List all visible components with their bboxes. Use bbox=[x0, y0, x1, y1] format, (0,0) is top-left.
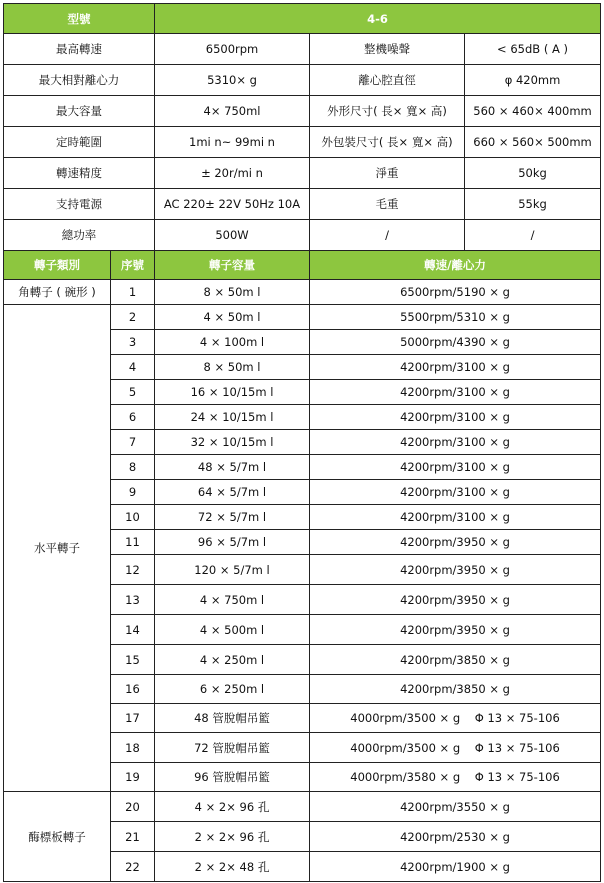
spec-label: 最高轉速 bbox=[4, 34, 155, 65]
spec-label: 支持電源 bbox=[4, 189, 155, 220]
rotor-speed: 4200rpm/3100 × g bbox=[310, 480, 601, 505]
rotor-capacity: 24 × 10/15m l bbox=[155, 405, 310, 430]
rotor-no: 7 bbox=[111, 430, 155, 455]
rotor-speed: 4200rpm/3950 × g bbox=[310, 555, 601, 585]
rotor-speed: 4200rpm/3850 × g bbox=[310, 645, 601, 675]
spec-label: 定時範圍 bbox=[4, 127, 155, 158]
rotor-row bbox=[4, 280, 601, 305]
rotor-capacity: 4 × 500m l bbox=[155, 615, 310, 645]
rotor-no: 22 bbox=[111, 852, 155, 882]
rotor-row bbox=[4, 792, 601, 822]
rotor-speed: 4000rpm/3580 × g Φ 13 × 75-106 bbox=[310, 763, 601, 792]
rotor-capacity: 16 × 10/15m l bbox=[155, 380, 310, 405]
rotor-no: 21 bbox=[111, 822, 155, 852]
spec-table bbox=[3, 3, 601, 882]
spec-row bbox=[4, 158, 601, 189]
spec-row bbox=[4, 127, 601, 158]
rotor-speed: 6500rpm/5190 × g bbox=[310, 280, 601, 305]
rotor-speed: 4200rpm/3950 × g bbox=[310, 585, 601, 615]
spec-value: 50kg bbox=[465, 158, 601, 189]
model-value: 4-6 bbox=[155, 4, 601, 34]
rotor-no: 18 bbox=[111, 733, 155, 763]
rotor-capacity: 6 × 250m l bbox=[155, 675, 310, 704]
spec-table-body bbox=[4, 4, 601, 882]
spec-label: 淨重 bbox=[310, 158, 465, 189]
rotor-capacity: 4 × 2× 96 孔 bbox=[155, 792, 310, 822]
spec-value: < 65dB ( A ) bbox=[465, 34, 601, 65]
rotor-capacity: 72 × 5/7m l bbox=[155, 505, 310, 530]
col-header-speed: 轉速/離心力 bbox=[310, 251, 601, 280]
rotor-no: 4 bbox=[111, 355, 155, 380]
rotor-capacity: 32 × 10/15m l bbox=[155, 430, 310, 455]
model-header-row bbox=[4, 4, 601, 34]
rotor-no: 17 bbox=[111, 704, 155, 733]
spec-value: 55kg bbox=[465, 189, 601, 220]
spec-row bbox=[4, 65, 601, 96]
rotor-header-row bbox=[4, 251, 601, 280]
spec-value: 560 × 460× 400mm bbox=[465, 96, 601, 127]
col-header-capacity: 轉子容量 bbox=[155, 251, 310, 280]
rotor-speed: 4200rpm/1900 × g bbox=[310, 852, 601, 882]
spec-value: / bbox=[465, 220, 601, 251]
rotor-capacity: 4 × 250m l bbox=[155, 645, 310, 675]
rotor-capacity: 48 × 5/7m l bbox=[155, 455, 310, 480]
rotor-no: 14 bbox=[111, 615, 155, 645]
col-header-no: 序號 bbox=[111, 251, 155, 280]
spec-label: 整機噪聲 bbox=[310, 34, 465, 65]
rotor-no: 13 bbox=[111, 585, 155, 615]
rotor-speed: 4200rpm/3950 × g bbox=[310, 530, 601, 555]
rotor-speed: 4200rpm/3100 × g bbox=[310, 430, 601, 455]
rotor-capacity: 8 × 50m l bbox=[155, 280, 310, 305]
spec-label: 最大相對離心力 bbox=[4, 65, 155, 96]
rotor-no: 11 bbox=[111, 530, 155, 555]
rotor-capacity: 120 × 5/7m l bbox=[155, 555, 310, 585]
rotor-no: 10 bbox=[111, 505, 155, 530]
spec-label: 毛重 bbox=[310, 189, 465, 220]
spec-value: 4× 750ml bbox=[155, 96, 310, 127]
model-label: 型號 bbox=[4, 4, 155, 34]
rotor-speed: 4200rpm/2530 × g bbox=[310, 822, 601, 852]
rotor-capacity: 96 × 5/7m l bbox=[155, 530, 310, 555]
rotor-speed: 5000rpm/4390 × g bbox=[310, 330, 601, 355]
spec-label: 轉速精度 bbox=[4, 158, 155, 189]
rotor-type: 角轉子 ( 碗形 ) bbox=[4, 280, 111, 305]
rotor-no: 20 bbox=[111, 792, 155, 822]
rotor-capacity: 2 × 2× 48 孔 bbox=[155, 852, 310, 882]
rotor-speed: 4200rpm/3100 × g bbox=[310, 455, 601, 480]
rotor-speed: 4200rpm/3550 × g bbox=[310, 792, 601, 822]
spec-value: 6500rpm bbox=[155, 34, 310, 65]
rotor-speed: 4000rpm/3500 × g Φ 13 × 75-106 bbox=[310, 733, 601, 763]
rotor-no: 19 bbox=[111, 763, 155, 792]
rotor-capacity: 64 × 5/7m l bbox=[155, 480, 310, 505]
rotor-no: 16 bbox=[111, 675, 155, 704]
rotor-no: 9 bbox=[111, 480, 155, 505]
spec-value: 5310× g bbox=[155, 65, 310, 96]
rotor-no: 8 bbox=[111, 455, 155, 480]
spec-row bbox=[4, 34, 601, 65]
rotor-row bbox=[4, 305, 601, 330]
rotor-speed: 4200rpm/3100 × g bbox=[310, 505, 601, 530]
rotor-capacity: 8 × 50m l bbox=[155, 355, 310, 380]
rotor-no: 6 bbox=[111, 405, 155, 430]
spec-value: 500W bbox=[155, 220, 310, 251]
spec-row bbox=[4, 96, 601, 127]
spec-value: ± 20r/mi n bbox=[155, 158, 310, 189]
spec-value: 1mi n~ 99mi n bbox=[155, 127, 310, 158]
rotor-speed: 4200rpm/3850 × g bbox=[310, 675, 601, 704]
rotor-capacity: 2 × 2× 96 孔 bbox=[155, 822, 310, 852]
col-header-type: 轉子類別 bbox=[4, 251, 111, 280]
rotor-no: 12 bbox=[111, 555, 155, 585]
rotor-speed: 4000rpm/3500 × g Φ 13 × 75-106 bbox=[310, 704, 601, 733]
rotor-no: 5 bbox=[111, 380, 155, 405]
spec-label: 最大容量 bbox=[4, 96, 155, 127]
rotor-no: 2 bbox=[111, 305, 155, 330]
rotor-speed: 4200rpm/3950 × g bbox=[310, 615, 601, 645]
rotor-speed: 4200rpm/3100 × g bbox=[310, 380, 601, 405]
spec-value: 660 × 560× 500mm bbox=[465, 127, 601, 158]
rotor-no: 3 bbox=[111, 330, 155, 355]
rotor-capacity: 96 管脫帽吊籃 bbox=[155, 763, 310, 792]
rotor-type: 水平轉子 bbox=[4, 305, 111, 792]
rotor-capacity: 48 管脫帽吊籃 bbox=[155, 704, 310, 733]
spec-label: 外包裝尺寸( 長× 寬× 高) bbox=[310, 127, 465, 158]
spec-label: 離心腔直徑 bbox=[310, 65, 465, 96]
rotor-no: 15 bbox=[111, 645, 155, 675]
rotor-no: 1 bbox=[111, 280, 155, 305]
spec-label: 總功率 bbox=[4, 220, 155, 251]
spec-label: 外形尺寸( 長× 寬× 高) bbox=[310, 96, 465, 127]
rotor-capacity: 4 × 750m l bbox=[155, 585, 310, 615]
spec-value: φ 420mm bbox=[465, 65, 601, 96]
rotor-speed: 4200rpm/3100 × g bbox=[310, 405, 601, 430]
spec-label: / bbox=[310, 220, 465, 251]
rotor-speed: 5500rpm/5310 × g bbox=[310, 305, 601, 330]
rotor-capacity: 72 管脫帽吊籃 bbox=[155, 733, 310, 763]
spec-row bbox=[4, 189, 601, 220]
rotor-capacity: 4 × 50m l bbox=[155, 305, 310, 330]
spec-value: AC 220± 22V 50Hz 10A bbox=[155, 189, 310, 220]
spec-row bbox=[4, 220, 601, 251]
rotor-speed: 4200rpm/3100 × g bbox=[310, 355, 601, 380]
rotor-type: 酶標板轉子 bbox=[4, 792, 111, 882]
rotor-capacity: 4 × 100m l bbox=[155, 330, 310, 355]
